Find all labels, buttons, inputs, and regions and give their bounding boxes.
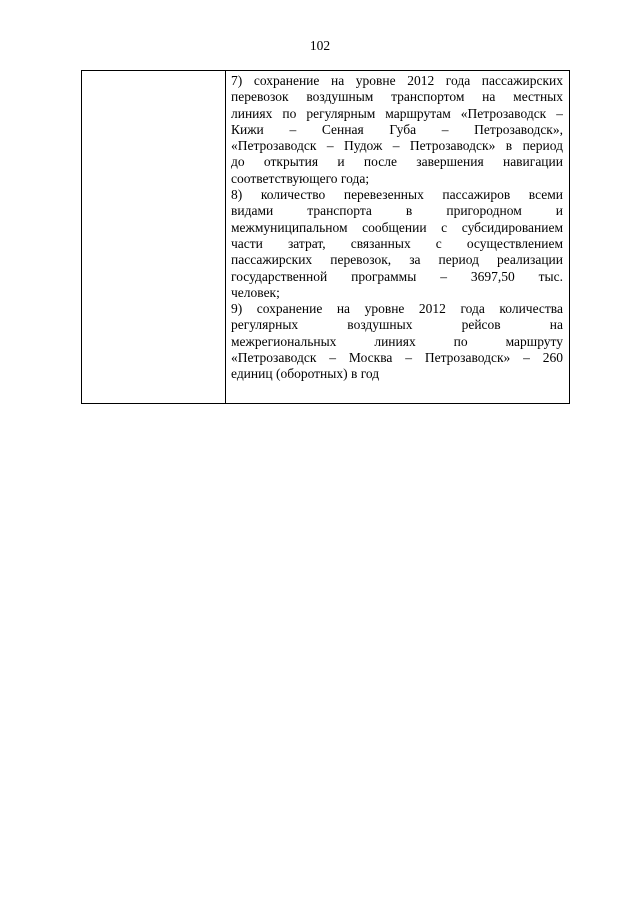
cell-text	[226, 71, 569, 383]
text-line: части затрат, связанных с осуществлением	[231, 235, 563, 251]
text-line: пассажирских перевозок, за период реализации	[231, 252, 563, 268]
text-line: государственной программы – 3697,50 тыс.	[231, 268, 563, 284]
text-line: «Петрозаводск – Пудож – Петрозаводск» в период	[231, 138, 563, 154]
text-line: до открытия и после завершения навигации	[231, 154, 563, 170]
text-line: перевозок воздушным транспортом на местных	[231, 89, 563, 105]
table-row	[82, 71, 570, 404]
page-number: 102	[309, 38, 331, 53]
text-line: межмуниципальном сообщении с субсидированием	[231, 219, 563, 235]
text-line: 9) сохранение на уровне 2012 года количества	[231, 301, 563, 317]
text-line: человек;	[231, 284, 280, 300]
text-line: Кижи – Сенная Губа – Петрозаводск»,	[231, 121, 563, 137]
text-line: линиях по регулярным маршрутам «Петрозаводск –	[231, 105, 563, 121]
text-line: соответствующего года;	[231, 170, 370, 186]
text-line: видами транспорта в пригородном и	[231, 203, 563, 219]
right-cell	[226, 71, 570, 404]
text-line: «Петрозаводск – Москва – Петрозаводск» – 260	[231, 350, 563, 366]
text-line: 8) количество перевезенных пассажиров всеми	[231, 187, 563, 203]
text-line: регулярных воздушных рейсов на	[231, 317, 563, 333]
text-line: единиц (оборотных) в год	[231, 366, 380, 382]
text-line: межрегиональных линиях по маршруту	[231, 333, 563, 349]
left-cell	[82, 71, 226, 404]
text-line: 7) сохранение на уровне 2012 года пассажирских	[231, 73, 563, 88]
content-table	[81, 70, 570, 404]
